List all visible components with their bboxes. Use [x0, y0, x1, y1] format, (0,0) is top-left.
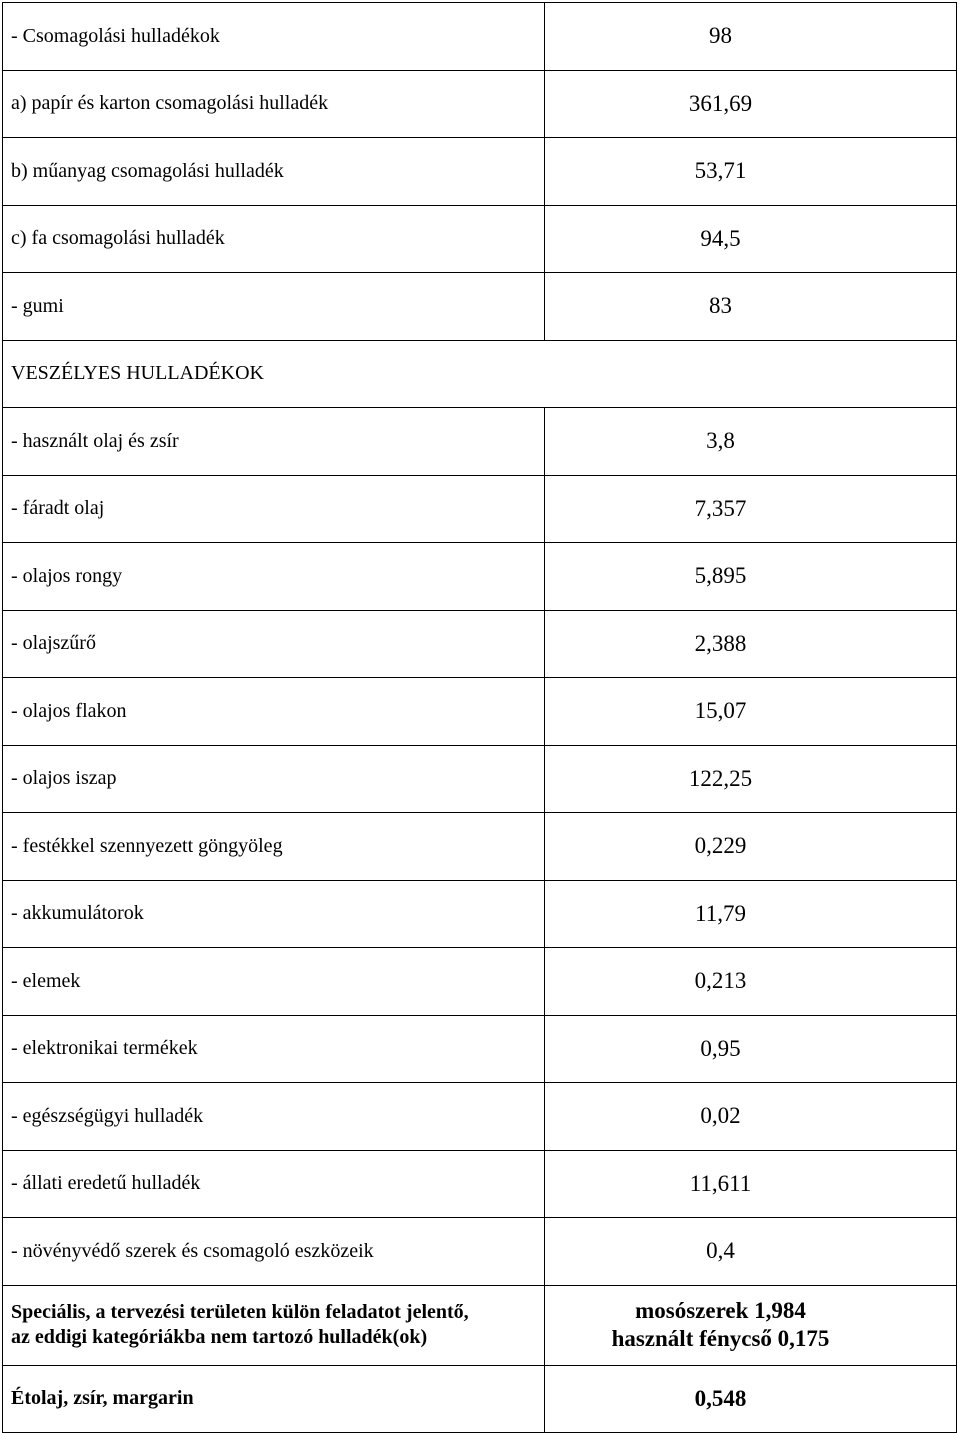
row-value: 83: [545, 273, 957, 341]
row-value: 0,95: [545, 1015, 957, 1083]
table-row: [3, 948, 957, 1016]
row-label: - növényvédő szerek és csomagoló eszközeik: [3, 1218, 545, 1286]
row-value: 361,69: [545, 70, 957, 138]
special-value-line-2: használt fénycső 0,175: [611, 1326, 830, 1351]
row-label: c) fa csomagolási hulladék: [3, 205, 545, 273]
row-value: 0,229: [545, 813, 957, 881]
row-label: - olajos rongy: [3, 543, 545, 611]
table-row: [3, 1015, 957, 1083]
row-label: Étolaj, zsír, margarin: [3, 1365, 545, 1432]
row-value: 122,25: [545, 745, 957, 813]
waste-table: [2, 2, 957, 1433]
table-row: [3, 3, 957, 71]
row-label: - elektronikai termékek: [3, 1015, 545, 1083]
table-row: [3, 408, 957, 476]
row-value: 15,07: [545, 678, 957, 746]
table-row: [3, 475, 957, 543]
table-row: [3, 138, 957, 206]
table-row: [3, 1083, 957, 1151]
table-row: [3, 273, 957, 341]
row-label: - fáradt olaj: [3, 475, 545, 543]
row-value: 11,79: [545, 880, 957, 948]
special-waste-value: [545, 1285, 957, 1365]
table-row: [3, 610, 957, 678]
table-row: [3, 1365, 957, 1432]
row-value: 0,213: [545, 948, 957, 1016]
special-waste-label: [3, 1285, 545, 1365]
table-row: [3, 678, 957, 746]
row-label: - Csomagolási hulladékok: [3, 3, 545, 71]
section-heading: VESZÉLYES HULLADÉKOK: [3, 340, 957, 408]
row-label: b) műanyag csomagolási hulladék: [3, 138, 545, 206]
row-value: 0,02: [545, 1083, 957, 1151]
table-row: [3, 745, 957, 813]
row-value: 2,388: [545, 610, 957, 678]
special-label-line-1: Speciális, a tervezési területen külön feladatot jelentő,: [11, 1301, 469, 1323]
row-label: a) papír és karton csomagolási hulladék: [3, 70, 545, 138]
section-header-row: [3, 340, 957, 408]
special-value-line-1: mosószerek 1,984: [635, 1298, 806, 1324]
table-row: [3, 1218, 957, 1286]
row-label: - olajos iszap: [3, 745, 545, 813]
table-row: [3, 880, 957, 948]
row-label: - olajszűrő: [3, 610, 545, 678]
table-row: [3, 813, 957, 881]
table-row: [3, 543, 957, 611]
row-label: - állati eredetű hulladék: [3, 1150, 545, 1218]
table-row: [3, 1150, 957, 1218]
row-label: - használt olaj és zsír: [3, 408, 545, 476]
row-value: 0,4: [545, 1218, 957, 1286]
table-row: [3, 205, 957, 273]
row-value: 5,895: [545, 543, 957, 611]
special-waste-row: [3, 1285, 957, 1365]
row-label: - egészségügyi hulladék: [3, 1083, 545, 1151]
row-value: 0,548: [545, 1365, 957, 1432]
row-value: 3,8: [545, 408, 957, 476]
row-label: - elemek: [3, 948, 545, 1016]
row-label: - festékkel szennyezett göngyöleg: [3, 813, 545, 881]
row-value: 7,357: [545, 475, 957, 543]
row-label: - akkumulátorok: [3, 880, 545, 948]
row-value: 11,611: [545, 1150, 957, 1218]
row-value: 53,71: [545, 138, 957, 206]
row-value: 98: [545, 3, 957, 71]
table-row: [3, 70, 957, 138]
row-label: - gumi: [3, 273, 545, 341]
row-value: 94,5: [545, 205, 957, 273]
special-label-line-2: az eddigi kategóriákba nem tartozó hulladék(ok): [11, 1326, 428, 1348]
row-label: - olajos flakon: [3, 678, 545, 746]
